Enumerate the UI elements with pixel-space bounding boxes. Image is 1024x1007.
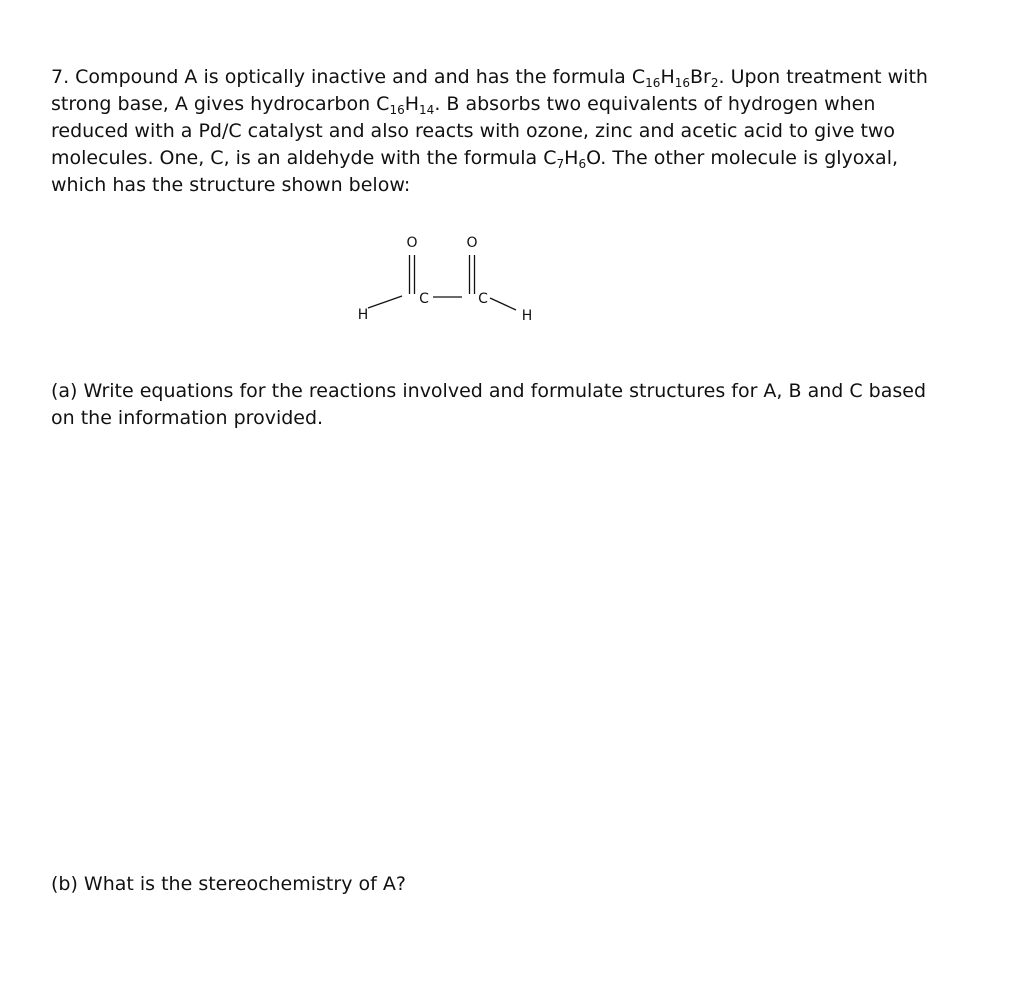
atom-h-right: H: [521, 308, 533, 324]
atom-c2: C: [478, 291, 488, 307]
intro-text-4: . The other molecule is glyoxal, which has the structure shown below:: [51, 147, 899, 196]
bond-h-c1: [368, 296, 402, 308]
atom-o1: O: [406, 235, 418, 251]
atom-h-left: H: [357, 307, 369, 323]
formula-A: $C_{16}H_{16}Br_2$: [631, 66, 719, 90]
glyoxal-structure: [340, 226, 560, 336]
formula-B: $C_{16}H_{14}$: [376, 93, 435, 117]
intro-text-2: . Upon treatment with strong base, A gives hydrocarbon: [51, 66, 928, 115]
intro-text-3: . B absorbs two equivalents of hydrogen when reduced with a Pd/C catalyst and also reacts with ozone, zinc and acetic acid to give two molecules. One, C, is an aldehyde with the formula: [51, 93, 896, 169]
part-a-question: (a) Write equations for the reactions involved and formulate structures for A, B and C based on the information provided.: [51, 380, 927, 429]
atom-o2: O: [466, 235, 478, 251]
bond-c2-h: [490, 298, 516, 310]
atom-c1: C: [419, 291, 429, 307]
formula-C: $C_7H_6O$: [543, 147, 601, 171]
question-intro: [51, 64, 931, 199]
part-b-question: (b) What is the stereochemistry of A?: [51, 873, 406, 895]
intro-text-1: 7. Compound A is optically inactive and and has the formula: [51, 66, 632, 88]
